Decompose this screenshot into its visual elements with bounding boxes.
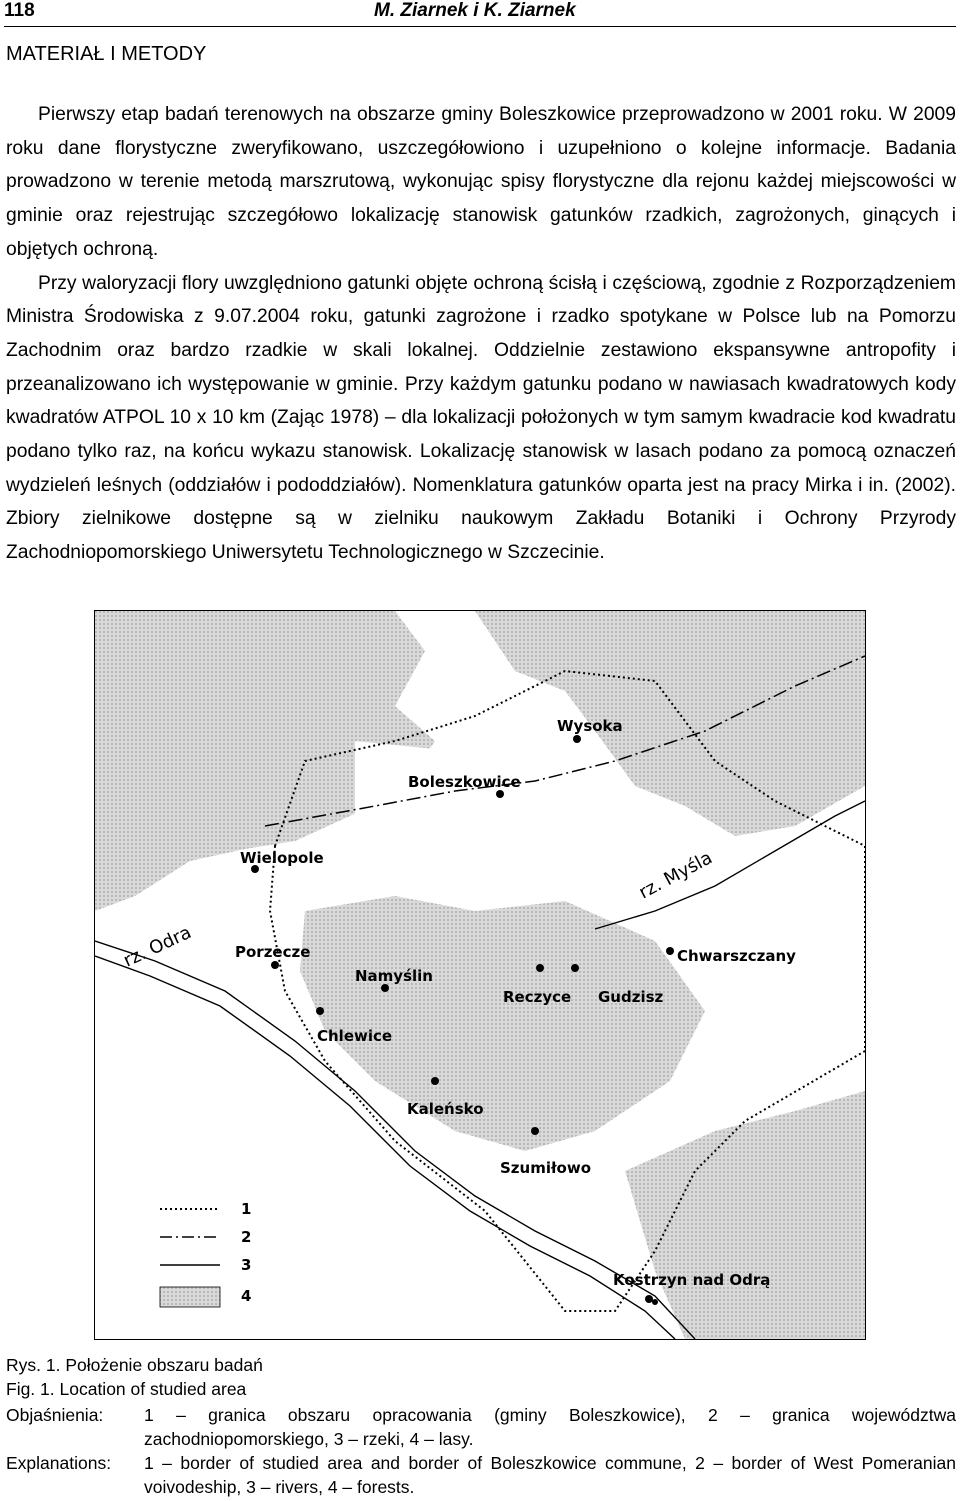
explanation-en-label: Explanations: bbox=[6, 1453, 112, 1473]
river-label-odra: rz. Odra bbox=[120, 921, 195, 972]
place-label: Szumiłowo bbox=[500, 1159, 592, 1177]
place-label: Namyślin bbox=[355, 967, 433, 985]
page-header bbox=[4, 0, 956, 27]
place-label: Reczyce bbox=[503, 988, 572, 1006]
settlement-marker bbox=[666, 947, 674, 955]
page-number: 118 bbox=[4, 0, 35, 21]
settlement-marker bbox=[381, 984, 389, 992]
settlement-marker bbox=[431, 1077, 439, 1085]
legend-number: 2 bbox=[241, 1228, 252, 1246]
place-label: Wielopole bbox=[240, 849, 324, 867]
settlement-marker bbox=[316, 1007, 324, 1015]
settlement-marker bbox=[571, 964, 579, 972]
settlement-marker bbox=[536, 964, 544, 972]
body-text bbox=[6, 98, 956, 570]
study-area-map bbox=[94, 610, 866, 1340]
legend-symbol-forest bbox=[160, 1287, 220, 1307]
explanation-pl-text: 1 – granica obszaru opracowania (gminy Boleszkowice), 2 – granica województwa zachodniopomorskiego, 3 – rzeki, 4 – lasy. bbox=[144, 1405, 956, 1449]
place-label: Boleszkowice bbox=[408, 773, 521, 791]
place-label: Wysoka bbox=[557, 717, 623, 735]
section-heading: MATERIAŁ I METODY bbox=[6, 43, 207, 65]
settlement-marker bbox=[573, 735, 581, 743]
legend-number: 1 bbox=[241, 1200, 252, 1218]
place-label: Kostrzyn nad Odrą bbox=[613, 1271, 771, 1289]
explanation-pl-label: Objaśnienia: bbox=[6, 1405, 104, 1425]
settlement-marker bbox=[652, 1299, 658, 1305]
place-label: Gudzisz bbox=[598, 988, 664, 1006]
settlement-marker bbox=[496, 790, 504, 798]
map-legend bbox=[160, 1200, 251, 1307]
forest-area bbox=[475, 611, 865, 836]
paragraph-2: Przy waloryzacji flory uwzględniono gatunki objęte ochroną ścisłą i częściową, zgodnie z Rozporządzeniem Ministra Środowiska z 9.07.2004 roku, gatunki zagrożone i rzadko spotykane w Polsce lub na Pomorzu Zachodnim oraz bardzo rzadkie w skali lokalnej. Oddzielnie zestawiono ekspansywne antropofity i przeanalizowano ich występowanie w gminie. Przy każdym gatunku podano w nawiasach kwadratowych kody kwadratów ATPOL 10 x 10 km (Zając 1978) – dla lokalizacji położonych w tym samym kwadracie kod kwadratu podano tylko raz, na końcu wykazu stanowisk. Lokalizację stanowisk w lasach podano za pomocą oznaczeń wydzieleń leśnych (oddziałów i pododdziałów). Nomenklatura gatunków oparta jest na pracy Mirka i in. (2002). Zbiory zielnikowe dostępne są w zielniku naukowym Zakładu Botaniki i Ochrony Przyrody Zachodniopomorskiego Uniwersytetu Technologicznego w Szczecinie. bbox=[6, 272, 956, 564]
legend-number: 4 bbox=[241, 1287, 252, 1305]
settlement-marker bbox=[645, 1295, 653, 1303]
figure-caption-en: Fig. 1. Location of studied area bbox=[6, 1379, 247, 1399]
paragraph-1: Pierwszy etap badań terenowych na obszarze gminy Boleszkowice przeprowadzono w 2001 roku. W 2009 roku dane florystyczne zweryfikowano, uszczegółowiono i uzupełniono o kolejne informacje. Badania prowadzono w terenie metodą marszrutową, wykonując spisy florystyczne dla rejonu każdej miejscowości w gminie oraz rejestrując szczegółowo lokalizację stanowisk gatunków rzadkich, zagrożonych, ginących i objętych ochroną. bbox=[6, 104, 956, 260]
figure-caption-pl: Rys. 1. Położenie obszaru badań bbox=[6, 1355, 263, 1375]
place-label: Porzecze bbox=[235, 943, 311, 961]
place-label: Kaleńsko bbox=[407, 1100, 484, 1118]
explanation-en-text: 1 – border of studied area and border of Boleszkowice commune, 2 – border of West Pomeranian voivodeship, 3 – rivers, 4 – forests. bbox=[144, 1453, 956, 1497]
legend-number: 3 bbox=[241, 1256, 252, 1274]
river-label-mysla: rz. Myśla bbox=[635, 847, 716, 904]
place-label: Chlewice bbox=[317, 1027, 393, 1045]
settlement-marker bbox=[531, 1127, 539, 1135]
forest-area bbox=[300, 896, 705, 1151]
running-head: M. Ziarnek i K. Ziarnek bbox=[374, 0, 576, 21]
settlement-marker bbox=[271, 961, 279, 969]
place-label: Chwarszczany bbox=[677, 947, 796, 965]
